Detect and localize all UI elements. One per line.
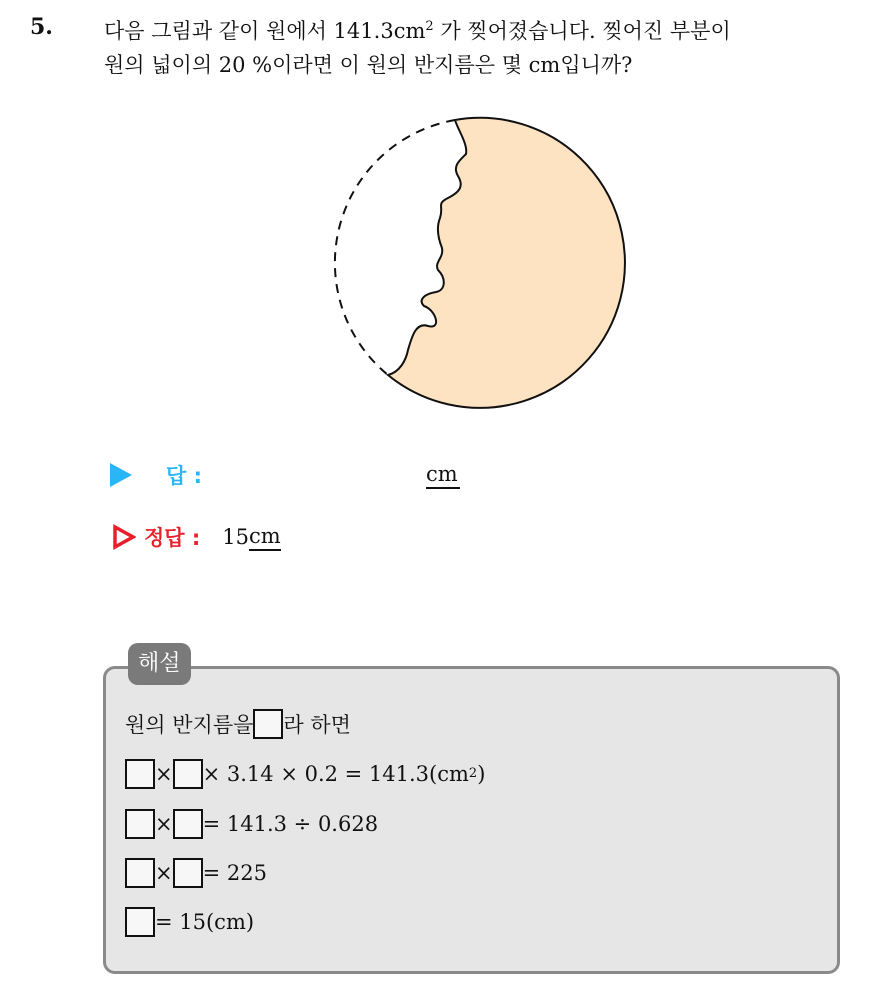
torn-circle-figure: [320, 110, 640, 420]
unknown-box: [125, 759, 155, 789]
answer-row: [110, 458, 460, 492]
explanation-line-5-text: = 15(cm): [155, 910, 255, 934]
correct-answer-value: 15: [222, 525, 250, 549]
question-text: [104, 14, 864, 82]
unknown-box: [173, 759, 203, 789]
correct-answer-row: [110, 520, 281, 554]
correct-answer-unit: cm: [249, 523, 281, 551]
play-triangle-icon: [110, 463, 132, 487]
question-line-1-text: 다음 그림과 같이 원에서 141.3: [104, 19, 394, 43]
explanation-line-2: × × 3.14 × 0.2 = 141.3(cm 2 ): [125, 756, 485, 792]
explanation-line-1-tail: 라 하면: [283, 713, 351, 737]
explanation-tab: 해설: [128, 643, 191, 685]
unknown-box: [253, 709, 283, 739]
explanation-line-3-text: = 141.3 ÷ 0.628: [202, 812, 379, 836]
question-line-1: [104, 14, 864, 48]
question-line-1-tail: 가 찢어졌습니다. 찢어진 부분이: [433, 19, 731, 43]
explanation-line-5: [125, 904, 254, 940]
explanation-line-2-text: × 3.14 × 0.2 = 141.3(cm: [202, 762, 469, 786]
area-unit: cm: [393, 19, 426, 43]
explanation-line-3: [125, 806, 378, 842]
times-sign: ×: [155, 861, 173, 885]
answer-blank[interactable]: cm: [426, 461, 460, 489]
explanation-line-4-text: = 225: [202, 861, 267, 885]
area-unit-exponent: 2: [425, 19, 434, 34]
times-sign: ×: [155, 812, 173, 836]
closing-paren: ): [477, 762, 486, 786]
explanation-line-1-text: 원의 반지름을: [125, 713, 254, 737]
question-line-2: 원의 넓이의 20 %이라면 이 원의 반지름은 몇 cm입니까?: [104, 53, 633, 77]
unknown-box: [125, 907, 155, 937]
explanation-line-1: [125, 706, 351, 742]
remaining-circle-piece: [388, 118, 625, 408]
unknown-box: [173, 809, 203, 839]
answer-label: 답 :: [166, 464, 202, 488]
explanation-line-4: [125, 855, 267, 891]
correct-answer-label: 정답 :: [144, 526, 201, 550]
unknown-box: [125, 858, 155, 888]
times-sign: ×: [155, 762, 173, 786]
outline-triangle-icon: [112, 524, 136, 550]
unknown-box: [173, 858, 203, 888]
question-number: 5.: [30, 14, 53, 40]
unknown-box: [125, 809, 155, 839]
